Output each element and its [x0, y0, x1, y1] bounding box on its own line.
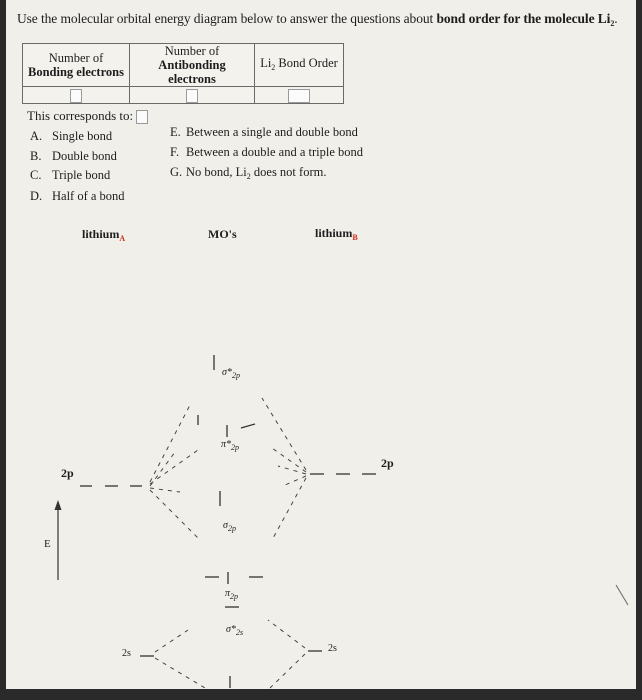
mo-sigma-2p-text: σ — [223, 520, 228, 531]
mos-label: MO's — [208, 227, 237, 241]
lithium-b-text: lithium — [315, 226, 353, 240]
option-b-letter: B. — [30, 149, 42, 163]
mo-sigma-star-2p-text: σ* — [222, 367, 232, 378]
mo-pi-2p-sub: 2p — [230, 592, 239, 601]
energy-axis-label: E — [44, 538, 51, 550]
lithium-a-sub: A — [119, 234, 126, 243]
bonding-header-line2: Bonding electrons — [28, 65, 124, 79]
bond-order-sub: 2 — [271, 62, 276, 72]
question-subscript: 2 — [610, 19, 615, 28]
antibonding-header-line1: Number of — [164, 44, 220, 58]
energy-axis-arrowhead — [55, 500, 62, 510]
mo-pi-2p-label — [225, 588, 238, 601]
mo-pi-star-2p-level-2 — [241, 424, 255, 428]
option-b-text: Double bond — [52, 149, 117, 163]
screen-frame-left — [0, 0, 6, 700]
antibonding-header-line2: Antibonding electrons — [158, 58, 226, 86]
right-2p-label: 2p — [381, 456, 394, 470]
option-e-text: Between a single and double bond — [186, 125, 358, 139]
option-a-text: Single bond — [52, 129, 113, 143]
mo-pi-star-2p-text: π* — [221, 439, 232, 450]
option-c-letter: C. — [30, 168, 42, 182]
question-prefix: Use the molecular orbital energy diagram below to answer the questions about — [17, 11, 437, 26]
bonding-header-line1: Number of — [48, 51, 104, 65]
correlation-lines-left — [150, 405, 205, 688]
option-e-letter: E. — [170, 125, 181, 139]
bond-order-suffix: Bond Order — [275, 55, 338, 70]
question-suffix: . — [614, 11, 618, 26]
mo-pi-star-2p-label — [221, 439, 239, 452]
option-g-suffix: does not form. — [250, 165, 327, 179]
bond-order-prefix: Li — [260, 55, 272, 70]
mo-sigma-star-2s-sub: 2s — [235, 628, 244, 637]
lithium-a-text: lithium — [82, 227, 120, 241]
screen-frame-right — [636, 0, 642, 700]
mo-sigma-2p-sub: 2p — [227, 524, 236, 533]
mo-sigma-star-2s-text: σ* — [226, 624, 236, 635]
option-f-text: Between a double and a triple bond — [186, 145, 364, 159]
option-g-letter: G. — [170, 165, 183, 179]
option-g-sub: 2 — [246, 172, 251, 181]
left-2p-label: 2p — [61, 466, 74, 480]
question-bold-text: bond order for the molecule Li — [436, 11, 611, 26]
mo-sigma-star-2p-sub: 2p — [231, 371, 240, 380]
left-2s-label: 2s — [122, 648, 131, 659]
option-g-text: No bond, Li — [186, 165, 247, 179]
edge-mark — [616, 585, 628, 605]
lithium-b-sub: B — [352, 233, 358, 242]
option-d-text: Half of a bond — [52, 189, 125, 203]
mo-sigma-star-2s-label — [226, 624, 243, 637]
option-f-letter: F. — [170, 145, 180, 159]
mo-pi-2p-text: π — [225, 588, 231, 599]
corresponds-label: This corresponds to: — [27, 108, 134, 123]
option-a-letter: A. — [30, 129, 43, 143]
screen-frame-bottom — [0, 689, 642, 700]
option-d-letter: D. — [30, 189, 43, 203]
correlation-lines-right — [262, 398, 306, 688]
option-c-text: Triple bond — [52, 168, 111, 182]
right-2s-label: 2s — [328, 643, 337, 654]
mo-sigma-2p-label — [223, 520, 236, 533]
mo-sigma-star-2p-label — [222, 367, 240, 380]
mo-pi-star-2p-sub: 2p — [231, 443, 240, 452]
